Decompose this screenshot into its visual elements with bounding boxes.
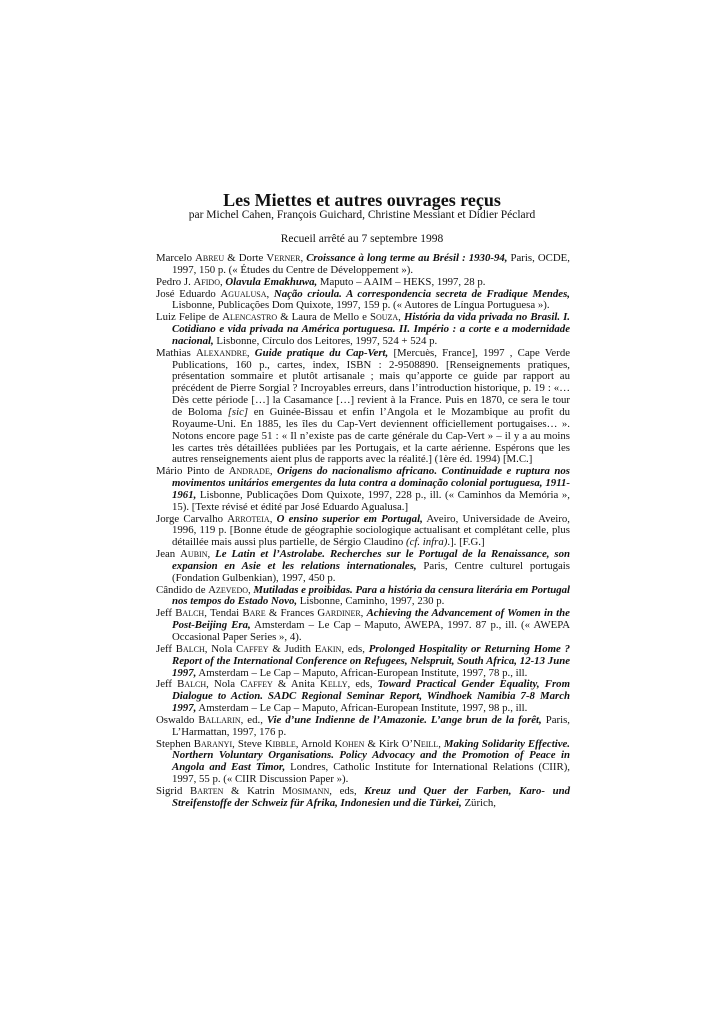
entry-text: Jorge Carvalho (156, 512, 228, 525)
entry-text: , Arnold (295, 737, 335, 750)
author-surname: Eakin (314, 642, 342, 655)
entry-text: , (269, 512, 277, 525)
entry-text: & Katrin (223, 784, 283, 797)
author-surname: Arroteia (227, 512, 270, 525)
italic-text: (cf. infra) (405, 536, 448, 549)
author-surname: Gardiner (317, 607, 361, 620)
author-surname: Caffey (236, 642, 269, 655)
author-surname: Caffey (240, 678, 273, 691)
author-surname: Afido (193, 275, 220, 288)
author-surname: Kohen (334, 737, 365, 750)
entry-text: , (300, 252, 307, 264)
bibliography-entry (156, 253, 570, 277)
entry-text: Maputo – AAIM – HEKS, 1997, 28 p. (317, 275, 486, 288)
entry-title: Prolonged Hospitality or Returning Home ? Report of the International Conference on Refugees, Nelspruit, South Africa, 12-13 June 1997, (172, 642, 570, 679)
entry-title: Kreuz und Quer der Farben, Karo- und Streifenstoffe der Schweiz für Afrika, Indonesien und die Türkei, (172, 784, 570, 809)
entry-text: , (438, 737, 444, 750)
entry-title: Croissance à long terme au Brésil : 1930-94, (306, 252, 508, 264)
bibliography-entry (156, 608, 570, 644)
entry-text: Jeff (156, 642, 176, 655)
entry-text: , eds, (347, 678, 378, 691)
author-surname: Balch (177, 678, 207, 691)
entry-text: Stephen (156, 737, 194, 750)
bibliography-entry (156, 679, 570, 715)
author-surname: Aubin (180, 548, 208, 561)
entry-text: , Nola (204, 642, 237, 655)
author-surname: Baranyi (193, 737, 233, 750)
bibliography-entry (156, 289, 570, 313)
entry-text: , (219, 275, 226, 288)
entry-text: en Guinée-Bissau et enfin l’Angola et le Mozambique au profit du Royaume-Uni. En 1885, les îles du Cap-Vert deviennent officiellement portugaises… ». Notons encore page 51 : « Il n’existe pas de carte générale du Cap-Vert » – il y a au moins les cartes très détaillées publiées par les Portugais, et la carte aérienne. Espérons que les autres renseignements aient plus de rapports avec la réalité.] (1ère éd. 1994) [M.C.] (172, 405, 570, 466)
entry-text: Amsterdam – Le Cap – Maputo, AWEPA, 1997. 87 p., ill. (« AWEPA Occasional Paper Series », 4). (172, 619, 571, 643)
entry-text: Sigrid (156, 784, 191, 797)
entry-text: Amsterdam – Le Cap – Maputo, African-European Institute, 1997, 78 p., ill. (196, 666, 528, 679)
entry-text: & Frances (265, 607, 318, 620)
entry-text: , (360, 607, 367, 620)
entry-title: Olavula Emakhuwa, (225, 275, 318, 288)
entry-text: Mário Pinto de (156, 465, 229, 478)
bibliography-entry (156, 786, 570, 810)
entry-text: Lisbonne, Publicações Dom Quixote, 1997, 228 p., ill. (« Caminhos da Memória », 15). [Texte révisé et édité par José Eduardo Agualusa.] (172, 488, 570, 513)
entry-text: , ed., (240, 713, 267, 726)
entry-text: , eds, (341, 642, 369, 655)
entry-text: & Dorte (224, 252, 267, 264)
bibliography-entry (156, 715, 570, 739)
entry-text: [Mercuès, France], 1997 , Cape Verde Publications, 160 p., cartes, index, ISBN : 2-9508890. [Renseignements pratiques, présentation sommaire et plutôt artisanale ; mais qu’apporte ce guide par rapport au précédent de Pierre Sorgial ? Incroyables erreurs, dans l’introduction historique, p. 19 : «…Dès cette période […] la Casamance […] revient à la France. Puis en 1870, ce sera le tour de Boloma (172, 346, 571, 418)
entry-text: Paris, L’Harmattan, 1997, 176 p. (172, 713, 571, 738)
author-surname: O’Neill (401, 737, 439, 750)
entry-text: , eds, (329, 784, 365, 797)
entry-text: .]. [F.G.] (447, 536, 485, 549)
entry-title: Toward Practical Gender Equality, From Dialogue to Action. SADC Regional Seminar Report, Windhoek Namibia 7-8 March 1997, (172, 678, 570, 715)
entry-title: Mutiladas e proibidas. Para a história da censura literária em Portugal nos tempos do Estado Novo, (172, 583, 570, 608)
authors-line: par Michel Cahen, François Guichard, Christine Messiant et Didier Péclard (188, 209, 536, 221)
entry-text: , (269, 465, 278, 478)
author-surname: Mosimann (282, 784, 330, 797)
bibliography-list (156, 253, 570, 810)
bibliography-entry (156, 466, 570, 513)
author-surname: Kibble (264, 737, 296, 750)
entry-text: , Tendai (204, 607, 243, 620)
author-surname: Balch (175, 607, 205, 620)
entry-text: Lisbonne, Publicações Dom Quixote, 1997, 159 p. (« Autores de Língua Portuguesa »). (172, 299, 550, 312)
entry-text: , (248, 583, 254, 596)
author-surname: Souza (369, 311, 399, 324)
entry-text: , (398, 311, 404, 324)
entry-text: Mathias (156, 346, 196, 359)
entry-text: Paris, Centre culturel portugais (Fondation Gulbenkian), 1997, 450 p. (172, 559, 570, 584)
entry-text: Lisbonne, Círculo dos Leitores, 1997, 524 + 524 p. (213, 334, 438, 347)
entry-text: , (207, 548, 216, 561)
entry-text: Aveiro, Universidade de Aveiro, 1996, 119 p. [Bonne étude de géographie sociologique actualisant et complétant celle, plus détaillée mais aussi plus partielle, de Sérgio Claudino (172, 512, 570, 549)
author-surname: Azevedo (208, 583, 248, 596)
entry-text: Lisbonne, Caminho, 1997, 230 p. (297, 595, 445, 608)
entry-text: Amsterdam – Le Cap – Maputo, African-European Institute, 1997, 98 p., ill. (196, 702, 528, 715)
entry-text: Cândido de (156, 583, 209, 596)
entry-text: Jeff (156, 607, 176, 620)
author-surname: Alencastro (222, 311, 278, 324)
author-surname: Bare (242, 607, 266, 620)
author-surname: Andrade (228, 465, 270, 478)
entry-text: Zürich, (461, 796, 496, 809)
entry-text: , Nola (206, 678, 241, 691)
entry-text: & Laura de Mello e (277, 311, 370, 324)
bibliography-entry (156, 348, 570, 466)
entry-title: História da vida privada no Brasil. I. Cotidiano e vida privada na América portuguesa. II. Império : a corte e a modernidade nacional, (172, 311, 570, 347)
bibliography-entry (156, 312, 570, 348)
author-surname: Alexandre (195, 346, 247, 359)
entry-title: Vie d’une Indienne de l’Amazonie. L’ange brun de la forêt, (266, 713, 542, 726)
entry-text: , (246, 346, 255, 359)
entry-text: Jeff (156, 678, 178, 691)
entry-text: , Steve (232, 737, 265, 750)
entry-text: & Judith (268, 642, 315, 655)
entry-text: Paris, OCDE, 1997, 150 p. (« Études du Centre de Développement »). (172, 252, 570, 276)
entry-title: Making Solidarity Effective. Northern Voluntary Organisations. Policy Advocacy and the Promotion of Peace in Angola and East Timor, (172, 737, 570, 774)
entry-text: Oswaldo (156, 713, 199, 726)
entry-text: Marcelo (156, 252, 196, 264)
page-title: Les Miettes et autres ouvrages reçus (223, 190, 501, 210)
entry-text: Jean (156, 548, 181, 561)
bibliography-entry (156, 739, 570, 786)
bibliography-entry (156, 514, 570, 550)
entry-title: O ensino superior em Portugal, (276, 512, 423, 525)
entry-text: Pedro J. (156, 275, 194, 288)
entry-title: Nação crioula. A correspondencia secreta de Fradique Mendes, (273, 287, 571, 300)
entry-text: Luiz Felipe de (156, 311, 223, 324)
author-surname: Agualusa (220, 287, 267, 300)
entry-text: & Kirk (364, 737, 402, 750)
entry-text: Londres, Catholic Institute for International Relations (CIIR), 1997, 55 p. (« CIIR Discussion Paper »). (172, 761, 570, 786)
author-surname: Abreu (195, 252, 225, 264)
author-surname: Balch (175, 642, 205, 655)
bibliography-entry (156, 549, 570, 585)
author-surname: Verner (266, 252, 301, 264)
entry-title: Achieving the Advancement of Women in the Post-Beijing Era, (172, 607, 570, 632)
entry-text: , (266, 287, 274, 300)
bibliography-entry (156, 644, 570, 680)
author-surname: Barten (190, 784, 224, 797)
recueil-date: Recueil arrêté au 7 septembre 1998 (280, 233, 444, 245)
entry-title: Le Latin et l’Astrolabe. Recherches sur le Portugal de la Renaissance, son expansion en Asie et les relations internationales, (172, 548, 570, 572)
author-surname: Kelly (320, 678, 348, 691)
entry-text: José Eduardo (156, 287, 221, 300)
italic-text: [sic] (227, 405, 249, 418)
entry-title: Origens do nacionalismo africano. Continuidade e ruptura nos movimentos unitários emergentes da luta contra a dominação colonial portuguesa, 1911-1961, (172, 465, 571, 501)
bibliography-entry (156, 585, 570, 609)
entry-text: & Anita (272, 678, 321, 691)
entry-title: Guide pratique du Cap-Vert, (254, 346, 389, 359)
author-surname: Ballarin (198, 713, 241, 726)
